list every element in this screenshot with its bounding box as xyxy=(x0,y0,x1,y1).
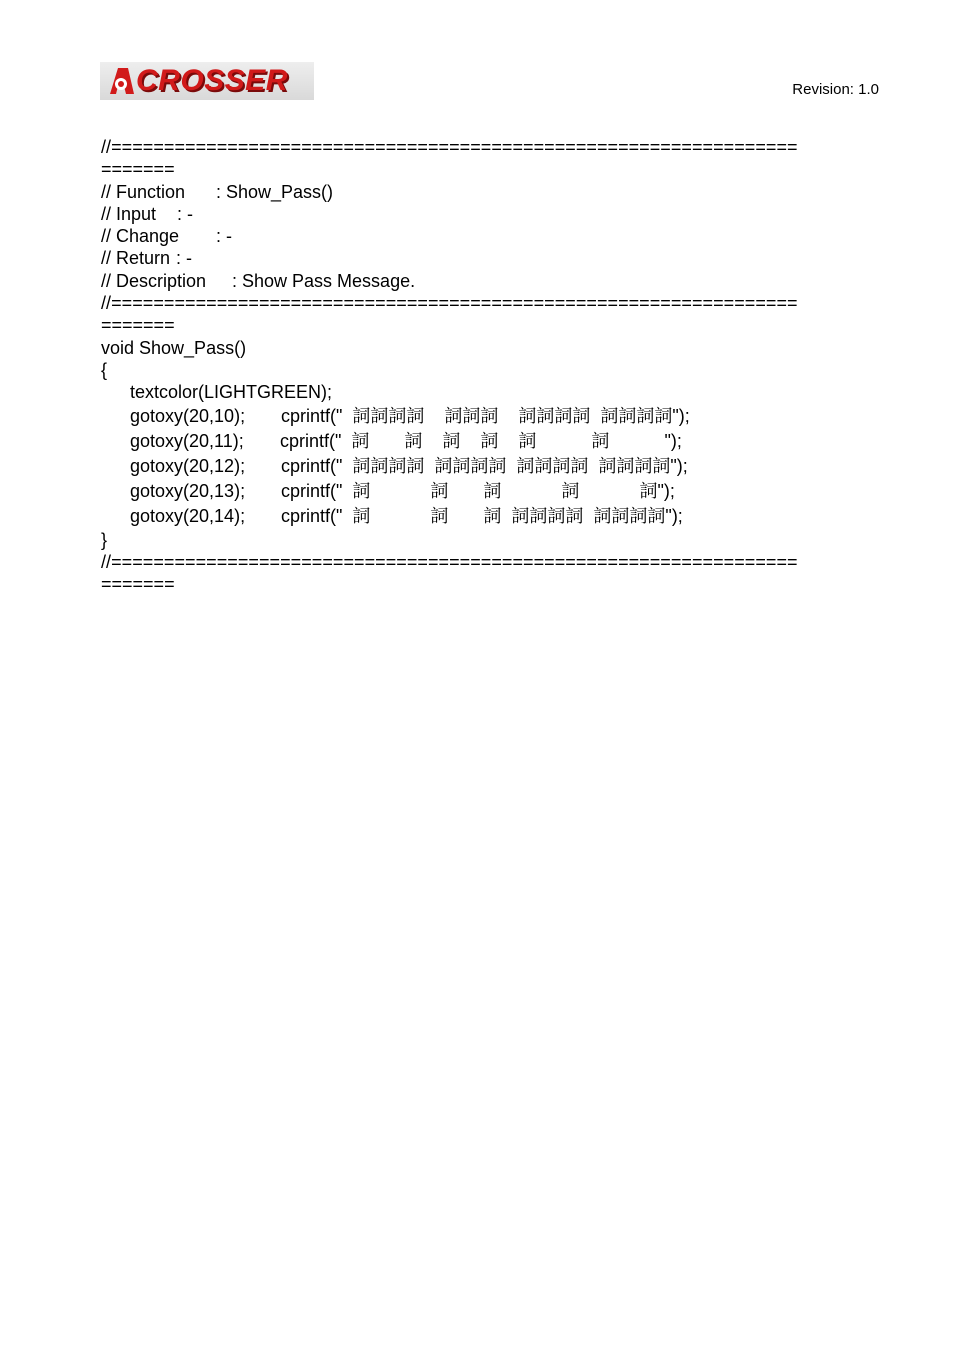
comment-description xyxy=(101,270,881,292)
textcolor-statement: textcolor(LIGHTGREEN); xyxy=(130,382,333,403)
cprintf-call: cprintf(" 詞 詞 詞 詞 詞"); xyxy=(281,480,675,501)
logo-a-mark-icon xyxy=(104,64,138,98)
comment-change-value: : - xyxy=(216,226,232,247)
code-row-11 xyxy=(101,429,881,454)
cprintf-call: cprintf(" 詞詞詞詞 詞詞詞 詞詞詞詞 詞詞詞詞"); xyxy=(281,405,690,426)
comment-input-label: // Input xyxy=(101,203,157,224)
function-signature: void Show_Pass() xyxy=(101,337,247,358)
gotoxy-call: gotoxy(20,10); xyxy=(130,405,246,426)
comment-function-value: : Show_Pass() xyxy=(216,181,334,202)
revision-label: Revision: 1.0 xyxy=(792,81,879,98)
page-header xyxy=(0,0,954,110)
separator-continuation: ======= xyxy=(101,574,175,595)
gotoxy-call: gotoxy(20,11); xyxy=(130,430,244,451)
comment-description-label: // Description xyxy=(101,270,207,291)
gotoxy-call: gotoxy(20,14); xyxy=(130,505,246,526)
comment-change xyxy=(101,225,881,247)
code-listing xyxy=(101,136,881,595)
comment-description-value: : Show Pass Message. xyxy=(232,270,416,291)
comment-input xyxy=(101,203,881,225)
open-brace: { xyxy=(101,359,108,380)
cprintf-call: cprintf(" 詞 詞 詞 詞 詞 詞 "); xyxy=(280,430,682,451)
code-row-12 xyxy=(101,454,881,479)
separator-line: //================================================================= xyxy=(101,293,798,314)
close-brace: } xyxy=(101,529,108,550)
gotoxy-call: gotoxy(20,13); xyxy=(130,480,246,501)
comment-function xyxy=(101,181,881,203)
logo-wordmark: CROSSER xyxy=(136,64,288,97)
cprintf-call: cprintf(" 詞 詞 詞 詞詞詞詞 詞詞詞詞"); xyxy=(281,505,683,526)
code-row-10 xyxy=(101,404,881,429)
comment-return xyxy=(101,247,881,269)
gotoxy-call: gotoxy(20,12); xyxy=(130,455,246,476)
cprintf-call: cprintf(" 詞詞詞詞 詞詞詞詞 詞詞詞詞 詞詞詞詞"); xyxy=(281,455,688,476)
separator-continuation: ======= xyxy=(101,159,175,180)
comment-change-label: // Change xyxy=(101,226,180,247)
separator-line: //================================================================= xyxy=(101,551,798,572)
separator-line: //================================================================= xyxy=(101,137,798,157)
comment-return-value: : - xyxy=(176,248,192,269)
comment-input-value: : - xyxy=(177,203,193,224)
comment-function-label: // Function xyxy=(101,181,186,202)
code-row-13 xyxy=(101,479,881,504)
acrosser-logo xyxy=(100,62,314,100)
comment-return-label: // Return xyxy=(101,248,171,269)
code-row-14 xyxy=(101,504,881,529)
separator-continuation: ======= xyxy=(101,315,175,336)
